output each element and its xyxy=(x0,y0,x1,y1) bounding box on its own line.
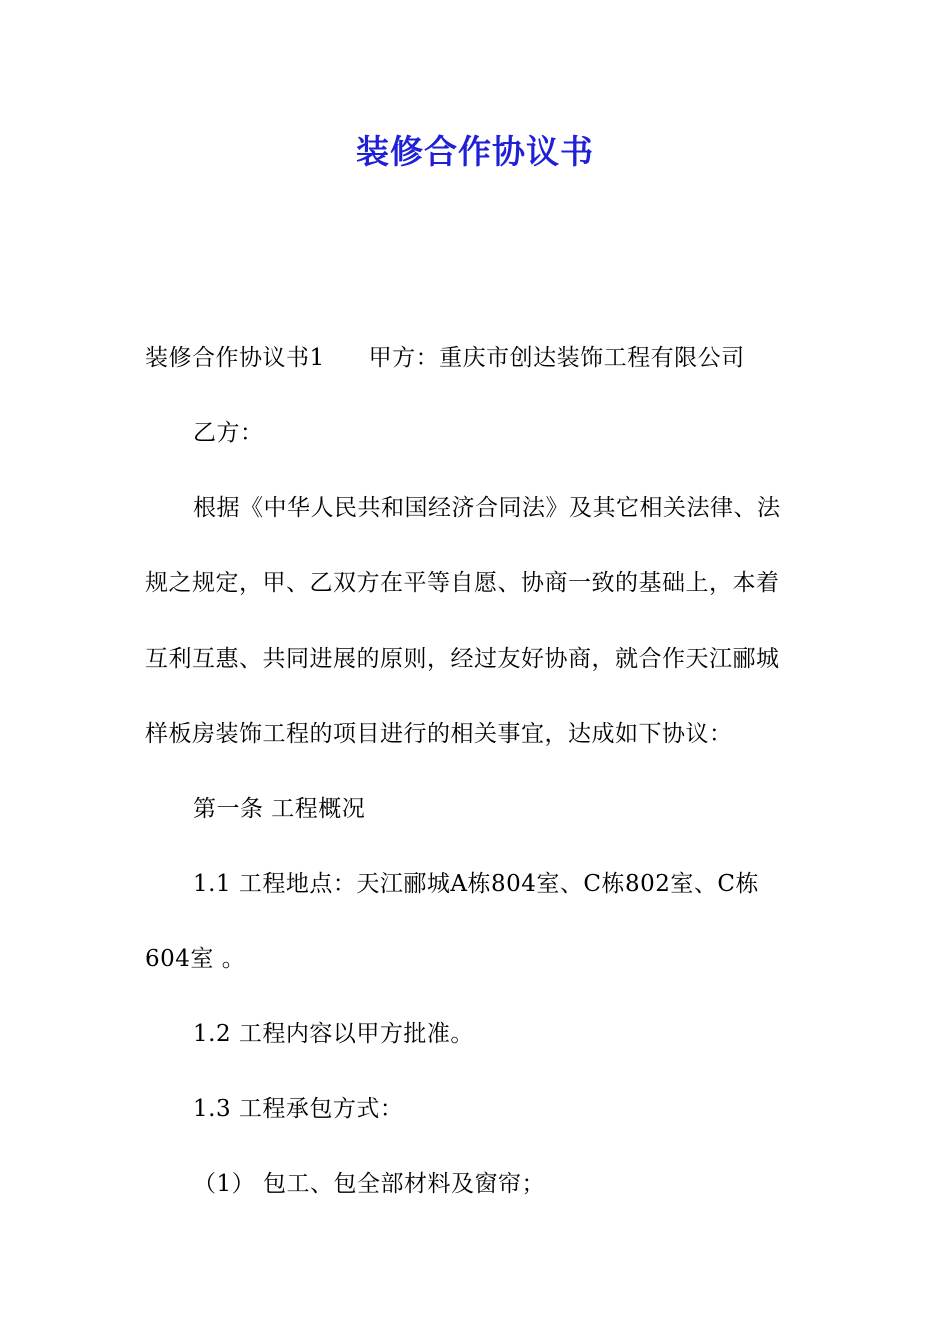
paragraph-line: 规之规定，甲、乙双方在平等自愿、协商一致的基础上，本着 xyxy=(145,570,780,596)
clause-line: 1.2 工程内容以甲方批准。 xyxy=(193,1021,474,1047)
clause-line: 1.3 工程承包方式： xyxy=(193,1096,404,1122)
party-b: 乙方： xyxy=(193,420,264,446)
document-title: 装修合作协议书 xyxy=(356,132,594,171)
paragraph-line: 互利互惠、共同进展的原则，经过友好协商，就合作天江郦城 xyxy=(145,646,780,672)
doc-heading-inline: 装修合作协议书1 xyxy=(145,345,325,371)
section-heading: 第一条 工程概况 xyxy=(193,796,366,822)
party-a: 甲方：重庆市创达装饰工程有限公司 xyxy=(368,345,745,371)
paragraph-line: 样板房装饰工程的项目进行的相关事宜，达成如下协议： xyxy=(145,721,733,747)
header-line xyxy=(145,343,745,373)
clause-line: 1.1 工程地点：天江郦城A栋804室、C栋802室、C栋 xyxy=(193,871,759,897)
clause-line: （1） 包工、包全部材料及窗帘； xyxy=(193,1171,545,1197)
paragraph-line: 根据《中华人民共和国经济合同法》及其它相关法律、法 xyxy=(193,495,781,521)
clause-line: 604室 。 xyxy=(145,946,246,972)
